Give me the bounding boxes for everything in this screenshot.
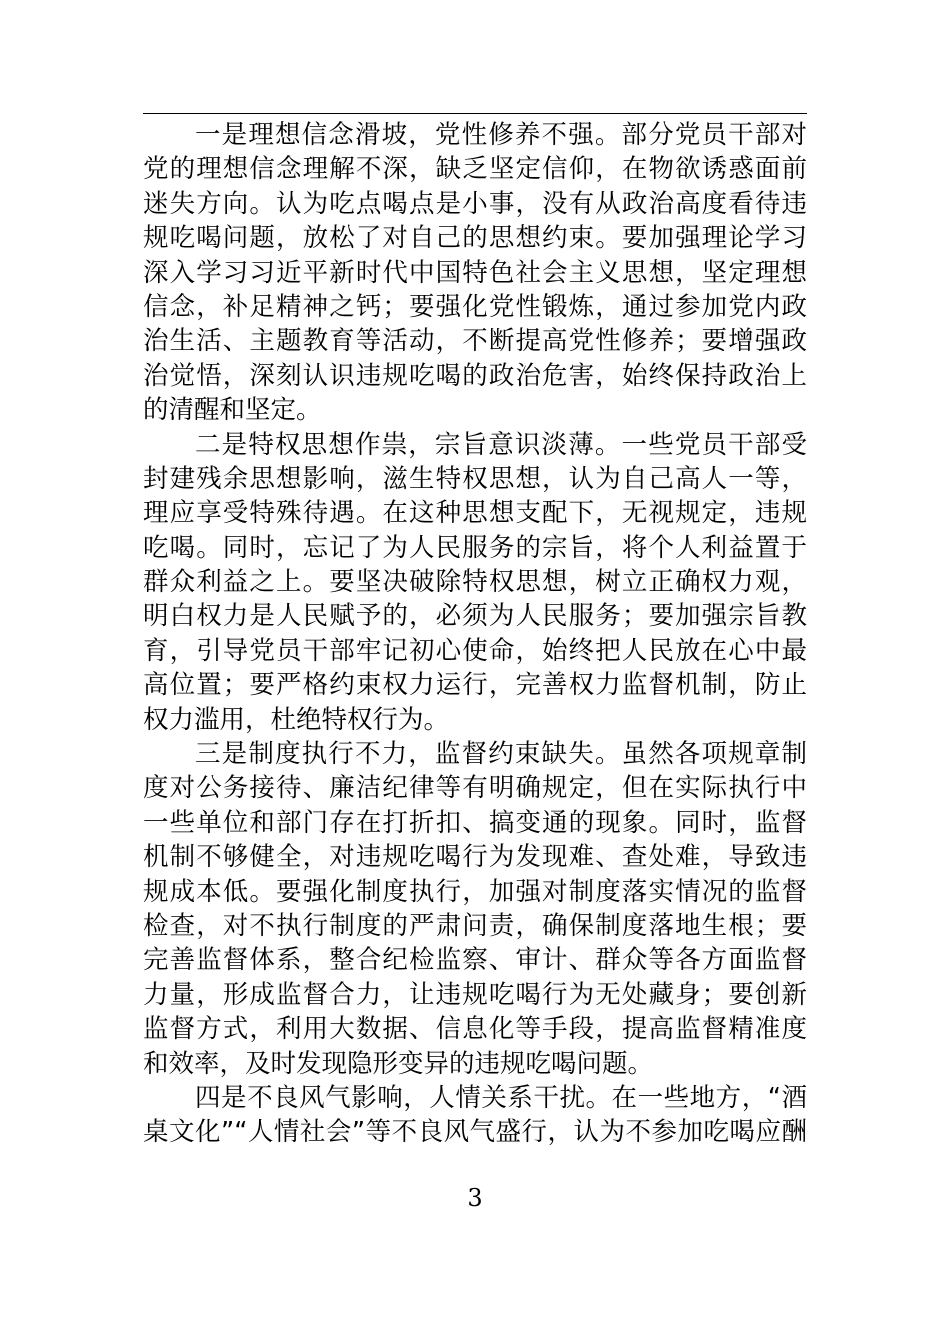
page-number: 3 <box>467 1184 483 1212</box>
paragraph-line: 群众利益之上。要坚决破除特权思想，树立正确权力观， <box>143 567 807 598</box>
paragraph-line: 三是制度执行不力，监督约束缺失。虽然各项规章制 <box>195 739 807 770</box>
paragraph-2 <box>143 428 807 738</box>
paragraph-line: 吃喝。同时，忘记了为人民服务的宗旨，将个人利益置于 <box>143 532 807 563</box>
paragraph-4 <box>143 1081 807 1150</box>
paragraph-line: 检查，对不执行制度的严肃问责，确保制度落地生根；要 <box>143 910 807 941</box>
paragraph-line: 育，引导党员干部牢记初心使命，始终把人民放在心中最 <box>143 635 807 666</box>
paragraph-line: 四是不良风气影响，人情关系干扰。在一些地方，“酒 <box>195 1082 807 1113</box>
paragraph-line: 度对公务接待、廉洁纪律等有明确规定，但在实际执行中 <box>143 773 807 804</box>
paragraph-line: 监督方式，利用大数据、信息化等手段，提高监督精准度 <box>143 1014 807 1045</box>
paragraph-line: 的清醒和坚定。 <box>143 395 322 426</box>
paragraph-line: 治觉悟，深刻认识违规吃喝的政治危害，始终保持政治上 <box>143 360 807 391</box>
paragraph-line: 党的理想信念理解不深，缺乏坚定信仰，在物欲诱惑面前 <box>143 154 807 185</box>
paragraph-line: 深入学习习近平新时代中国特色社会主义思想，坚定理想 <box>143 257 807 288</box>
paragraph-1 <box>143 118 807 428</box>
paragraph-line: 信念，补足精神之钙；要强化党性锻炼，通过参加党内政 <box>143 291 807 322</box>
paragraph-line: 完善监督体系，整合纪检监察、审计、群众等各方面监督 <box>143 945 807 976</box>
paragraph-line: 二是特权思想作祟，宗旨意识淡薄。一些党员干部受 <box>195 429 807 460</box>
header-rule <box>143 113 807 114</box>
paragraph-line: 高位置；要严格约束权力运行，完善权力监督机制，防止 <box>143 670 807 701</box>
paragraph-line: 机制不够健全，对违规吃喝行为发现难、查处难，导致违 <box>143 842 807 873</box>
paragraph-line: 治生活、主题教育等活动，不断提高党性修养；要增强政 <box>143 326 807 357</box>
paragraph-3 <box>143 737 807 1081</box>
paragraph-line: 封建残余思想影响，滋生特权思想，认为自己高人一等， <box>143 463 807 494</box>
paragraph-line: 力量，形成监督合力，让违规吃喝行为无处藏身；要创新 <box>143 979 807 1010</box>
paragraph-line: 理应享受特殊待遇。在这种思想支配下，无视规定，违规 <box>143 498 807 529</box>
document-body <box>143 118 807 1150</box>
paragraph-line: 权力滥用，杜绝特权行为。 <box>143 704 450 735</box>
paragraph-line: 一是理想信念滑坡，党性修养不强。部分党员干部对 <box>195 120 807 150</box>
paragraph-line: 桌文化”“人情社会”等不良风气盛行，认为不参加吃喝应酬 <box>143 1117 807 1148</box>
paragraph-line: 和效率，及时发现隐形变异的违规吃喝问题。 <box>143 1048 654 1079</box>
paragraph-line: 规吃喝问题，放松了对自己的思想约束。要加强理论学习 <box>143 223 807 254</box>
paragraph-line: 明白权力是人民赋予的，必须为人民服务；要加强宗旨教 <box>143 601 807 632</box>
paragraph-line: 规成本低。要强化制度执行，加强对制度落实情况的监督 <box>143 876 807 907</box>
paragraph-line: 迷失方向。认为吃点喝点是小事，没有从政治高度看待违 <box>143 188 807 219</box>
paragraph-line: 一些单位和部门存在打折扣、搞变通的现象。同时，监督 <box>143 807 807 838</box>
